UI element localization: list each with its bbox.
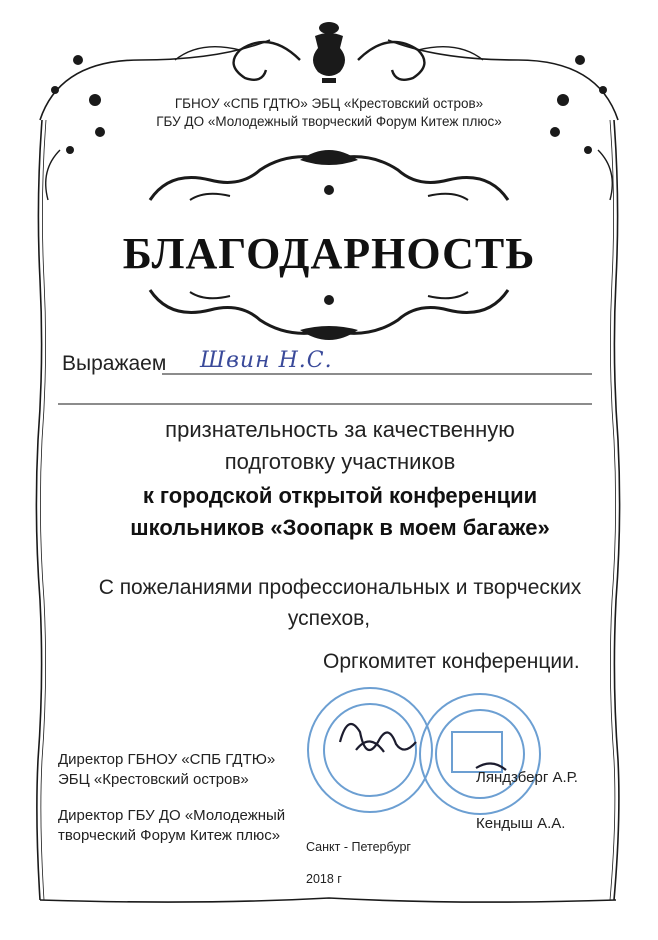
committee: Оргкомитет конференции.: [323, 650, 580, 673]
body-line-3: к городской открытой конференции: [142, 483, 538, 508]
document-title: БЛАГОДАРНОСТЬ: [122, 229, 536, 278]
body-line-1: признательность за качественную: [165, 417, 515, 442]
city: Санкт - Петербург: [306, 840, 411, 854]
wishes-line-2: успехов,: [287, 607, 371, 630]
director-1-title-1: Директор ГБНОУ «СПБ ГДТЮ»: [58, 751, 276, 768]
year: 2018 г: [306, 872, 342, 886]
body-line-2: подготовку участников: [224, 449, 456, 474]
org-line-1: ГБНОУ «СПБ ГДТЮ» ЭБЦ «Крестовский остров»: [174, 96, 484, 111]
stamps: [300, 672, 600, 832]
director-2-title-1: Директор ГБУ ДО «Молодежный: [58, 807, 286, 824]
director-1-name: Ляндзберг А.Р.: [476, 769, 578, 786]
wishes-line-1: С пожеланиями профессиональных и творческих: [98, 576, 582, 599]
recipient-label: Выражаем: [62, 352, 167, 375]
director-2-name: Кендыш А.А.: [476, 815, 566, 832]
body-line-4: школьников «Зоопарк в моем багаже»: [130, 515, 550, 540]
director-1-title-2: ЭБЦ «Крестовский остров»: [58, 771, 249, 788]
org-line-2: ГБУ ДО «Молодежный творческий Форум Китеж плюс»: [156, 114, 502, 129]
director-2-title-2: творческий Форум Китеж плюс»: [58, 827, 281, 844]
recipient-name-handwritten: Швин Н.С.: [200, 348, 333, 373]
